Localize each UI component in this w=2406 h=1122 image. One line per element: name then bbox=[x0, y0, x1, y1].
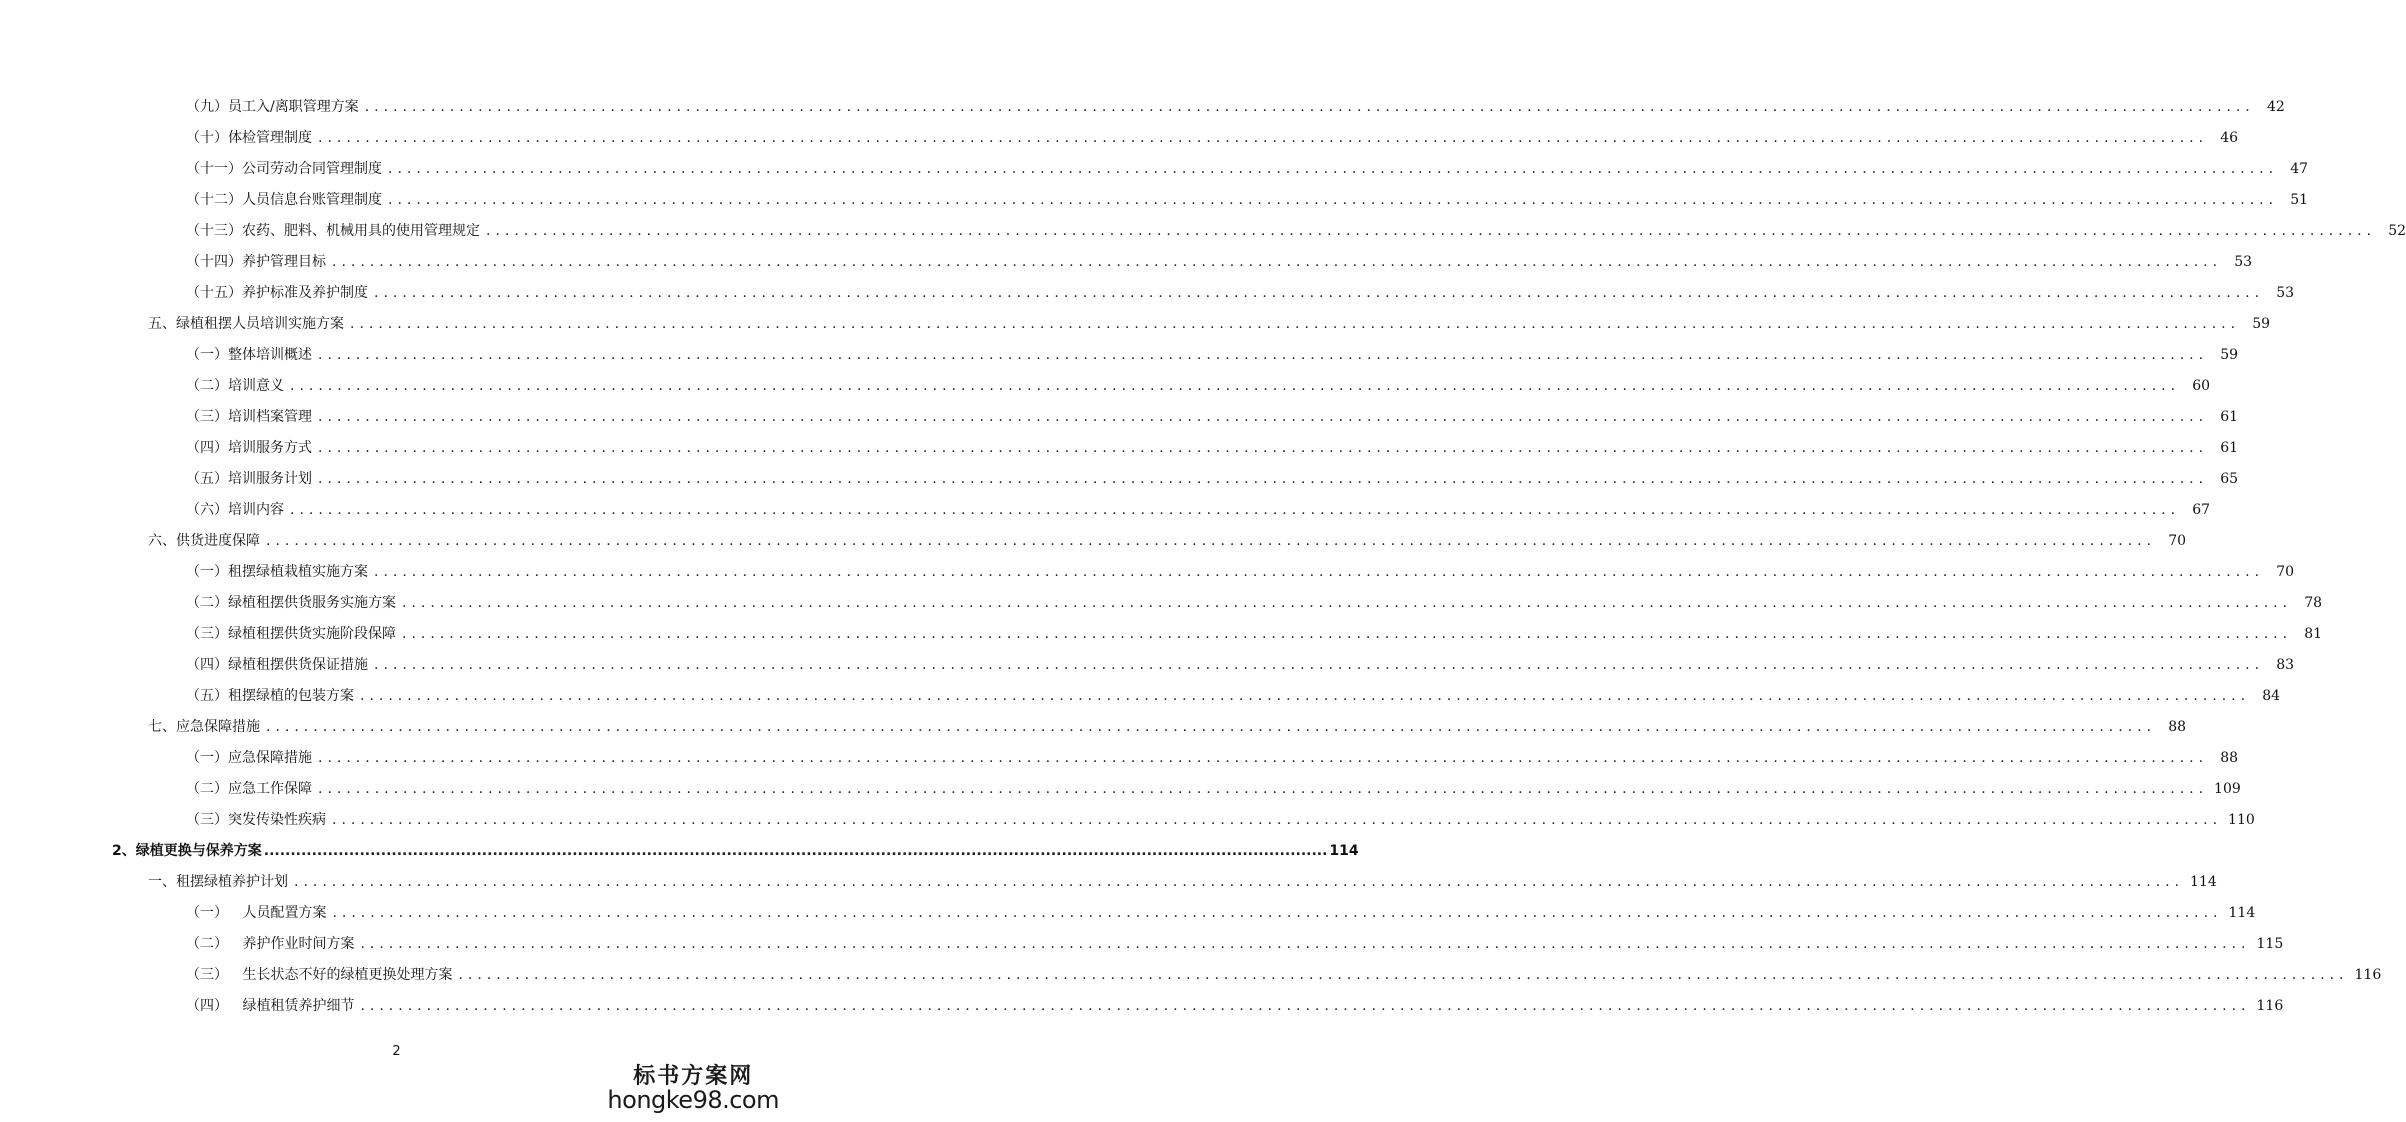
toc-leader-dots: ........................................................................................................................................................................................................ bbox=[402, 595, 2293, 611]
toc-entry-page: 81 bbox=[2304, 626, 2323, 642]
toc-entry-page: 116 bbox=[2354, 967, 2382, 983]
toc-entry-label: （三）绿植租摆供货实施阶段保障 bbox=[186, 626, 396, 642]
toc-entry[interactable] bbox=[0, 805, 2255, 836]
toc-leader-dots: ........................................................................................................................................................................................................ bbox=[318, 471, 2209, 487]
toc-entry[interactable] bbox=[0, 464, 2239, 495]
toc-entry-page: 114 bbox=[2190, 874, 2217, 890]
toc-entry[interactable] bbox=[0, 154, 2309, 185]
toc-leader-dots: ........................................................................................................................................................................................................ bbox=[350, 316, 2241, 332]
toc-entry[interactable] bbox=[0, 960, 2382, 991]
toc-entry-label: （三）培训档案管理 bbox=[186, 409, 312, 425]
watermark-url: hongke98.com bbox=[607, 1086, 779, 1114]
toc-entry-label: （四）绿植租摆供货保证措施 bbox=[186, 657, 368, 673]
toc-entry[interactable] bbox=[0, 774, 2241, 805]
toc-entry-page: 59 bbox=[2252, 316, 2271, 332]
toc-entry[interactable] bbox=[0, 650, 2295, 681]
toc-leader-dots: ........................................................................................................................................................................................................ bbox=[332, 812, 2223, 828]
toc-entry[interactable] bbox=[0, 309, 2271, 340]
toc-leader-dots: ........................................................................................................................................................................................................ bbox=[294, 874, 2185, 890]
toc-entry[interactable] bbox=[0, 929, 2284, 960]
toc-entry-page: 116 bbox=[2256, 998, 2284, 1014]
toc-entry-page: 110 bbox=[2228, 812, 2255, 828]
toc-entry[interactable] bbox=[0, 526, 2187, 557]
toc-entry-page: 60 bbox=[2192, 378, 2211, 394]
toc-entry-page: 53 bbox=[2276, 285, 2295, 301]
toc-entry-page: 67 bbox=[2192, 502, 2211, 518]
toc-entry-page: 51 bbox=[2290, 192, 2309, 208]
toc-entry-page: 115 bbox=[2256, 936, 2284, 952]
toc-entry-page: 70 bbox=[2168, 533, 2187, 549]
toc-entry-label: （五）培训服务计划 bbox=[186, 471, 312, 487]
toc-entry-page: 53 bbox=[2234, 254, 2253, 270]
toc-leader-dots: ........................................................................................................................................................................................................ bbox=[266, 719, 2157, 735]
toc-leader-dots: ........................................................................................................................................................................................................ bbox=[318, 440, 2209, 456]
toc-leader-dots: ........................................................................................................................................................................................................ bbox=[332, 254, 2223, 270]
toc-leader-dots: ........................................................................................................................................................................................................ bbox=[360, 688, 2251, 704]
toc-entry-label: （十五）养护标准及养护制度 bbox=[186, 285, 368, 301]
toc-entry-page: 46 bbox=[2220, 130, 2239, 146]
toc-entry-page: 59 bbox=[2220, 347, 2239, 363]
toc-entry-page: 88 bbox=[2220, 750, 2239, 766]
table-of-contents bbox=[0, 92, 2406, 1022]
toc-leader-dots: ........................................................................................................................................................................................................ bbox=[318, 409, 2209, 425]
toc-leader-dots: ........................................................................................................................................................................................................ bbox=[360, 936, 2251, 952]
page-number: 2 bbox=[392, 1044, 401, 1059]
toc-entry[interactable] bbox=[0, 247, 2253, 278]
toc-entry[interactable] bbox=[0, 402, 2239, 433]
toc-leader-dots: ........................................................................................................................................................................................................ bbox=[388, 161, 2279, 177]
toc-entry-label: （二） 养护作业时间方案 bbox=[186, 936, 355, 952]
toc-entry[interactable] bbox=[0, 681, 2281, 712]
toc-entry[interactable] bbox=[0, 216, 2406, 247]
toc-entry-label: （九）员工入/离职管理方案 bbox=[186, 99, 359, 115]
toc-entry[interactable] bbox=[0, 836, 1359, 867]
toc-leader-dots: ........................................................................................................................................................................................................ bbox=[486, 223, 2377, 239]
toc-entry-label: 一、租摆绿植养护计划 bbox=[148, 874, 288, 890]
toc-entry[interactable] bbox=[0, 557, 2295, 588]
toc-entry-page: 42 bbox=[2266, 99, 2285, 115]
toc-entry[interactable] bbox=[0, 340, 2239, 371]
toc-entry-label: （二）培训意义 bbox=[186, 378, 284, 394]
watermark-title: 标书方案网 bbox=[633, 1063, 754, 1089]
toc-entry-label: （一）整体培训概述 bbox=[186, 347, 312, 363]
toc-leader-dots: ........................................................................................................................................................................................................ bbox=[266, 533, 2157, 549]
toc-entry-label: 2、绿植更换与保养方案 bbox=[112, 843, 262, 859]
toc-entry-label: （四） 绿植租赁养护细节 bbox=[186, 998, 355, 1014]
toc-leader-dots: ........................................................................................................................................................................................................ bbox=[360, 998, 2251, 1014]
toc-entry-page: 114 bbox=[2228, 905, 2256, 921]
toc-entry[interactable] bbox=[0, 185, 2309, 216]
toc-entry[interactable] bbox=[0, 495, 2211, 526]
toc-leader-dots: ........................................................................................................................................................................................................ bbox=[290, 378, 2181, 394]
toc-entry-page: 47 bbox=[2290, 161, 2309, 177]
toc-leader-dots: ........................................................................................................................................................................................................ bbox=[374, 285, 2265, 301]
toc-entry[interactable] bbox=[0, 898, 2256, 929]
toc-leader-dots: ........................................................................................................................................................................................................ bbox=[458, 967, 2349, 983]
watermark-logo bbox=[607, 1059, 779, 1114]
toc-entry[interactable] bbox=[0, 278, 2295, 309]
toc-entry[interactable] bbox=[0, 712, 2187, 743]
toc-entry-page: 61 bbox=[2220, 440, 2239, 456]
toc-leader-dots: ........................................................................................................................................................................................................ bbox=[388, 192, 2279, 208]
toc-entry-label: （六）培训内容 bbox=[186, 502, 284, 518]
toc-entry-page: 61 bbox=[2220, 409, 2239, 425]
toc-entry-page: 88 bbox=[2168, 719, 2187, 735]
toc-entry-page: 84 bbox=[2262, 688, 2281, 704]
toc-entry-label: （一）租摆绿植栽植实施方案 bbox=[186, 564, 368, 580]
toc-entry-label: 五、绿植租摆人员培训实施方案 bbox=[148, 316, 344, 332]
toc-entry[interactable] bbox=[0, 867, 2217, 898]
toc-entry-page: 70 bbox=[2276, 564, 2295, 580]
toc-entry-label: （二）绿植租摆供货服务实施方案 bbox=[186, 595, 396, 611]
toc-entry-label: （十四）养护管理目标 bbox=[186, 254, 326, 270]
toc-entry-label: （十三）农药、肥料、机械用具的使用管理规定 bbox=[186, 223, 480, 239]
toc-entry-page: 78 bbox=[2304, 595, 2323, 611]
toc-leader-dots: ........................................................................................................................................................................................................ bbox=[402, 626, 2293, 642]
toc-entry-label: （三） 生长状态不好的绿植更换处理方案 bbox=[186, 967, 453, 983]
toc-entry[interactable] bbox=[0, 92, 2285, 123]
toc-entry-label: 七、应急保障措施 bbox=[148, 719, 260, 735]
toc-entry[interactable] bbox=[0, 123, 2239, 154]
toc-leader-dots: ........................................................................................................................................................................................................ bbox=[364, 99, 2255, 115]
toc-entry-label: （十一）公司劳动合同管理制度 bbox=[186, 161, 382, 177]
toc-entry-page: 109 bbox=[2214, 781, 2241, 797]
toc-leader-dots: ........................................................................................................................................................................................................ bbox=[374, 657, 2265, 673]
toc-entry-label: （十）体检管理制度 bbox=[186, 130, 312, 146]
toc-leader-dots: ........................................................................................................................................................................................................ bbox=[263, 843, 1328, 859]
toc-entry-label: （三）突发传染性疾病 bbox=[186, 812, 326, 828]
toc-leader-dots: ........................................................................................................................................................................................................ bbox=[332, 905, 2223, 921]
toc-entry-label: 六、供货进度保障 bbox=[148, 533, 260, 549]
toc-entry-page: 114 bbox=[1329, 843, 1359, 859]
toc-entry-label: （十二）人员信息台账管理制度 bbox=[186, 192, 382, 208]
toc-entry-label: （五）租摆绿植的包装方案 bbox=[186, 688, 354, 704]
toc-entry[interactable] bbox=[0, 619, 2323, 650]
toc-entry-label: （一）应急保障措施 bbox=[186, 750, 312, 766]
toc-entry-label: （四）培训服务方式 bbox=[186, 440, 312, 456]
toc-entry[interactable] bbox=[0, 991, 2284, 1022]
toc-entry[interactable] bbox=[0, 743, 2239, 774]
toc-entry-page: 52 bbox=[2388, 223, 2406, 239]
toc-entry[interactable] bbox=[0, 371, 2211, 402]
toc-entry-page: 65 bbox=[2220, 471, 2239, 487]
toc-leader-dots: ........................................................................................................................................................................................................ bbox=[318, 347, 2209, 363]
toc-entry[interactable] bbox=[0, 588, 2323, 619]
toc-entry-label: （一） 人员配置方案 bbox=[186, 905, 327, 921]
toc-leader-dots: ........................................................................................................................................................................................................ bbox=[318, 781, 2209, 797]
toc-leader-dots: ........................................................................................................................................................................................................ bbox=[290, 502, 2181, 518]
toc-entry[interactable] bbox=[0, 433, 2239, 464]
toc-leader-dots: ........................................................................................................................................................................................................ bbox=[374, 564, 2265, 580]
toc-leader-dots: ........................................................................................................................................................................................................ bbox=[318, 750, 2209, 766]
toc-entry-page: 83 bbox=[2276, 657, 2295, 673]
toc-entry-label: （二）应急工作保障 bbox=[186, 781, 312, 797]
toc-leader-dots: ........................................................................................................................................................................................................ bbox=[318, 130, 2209, 146]
